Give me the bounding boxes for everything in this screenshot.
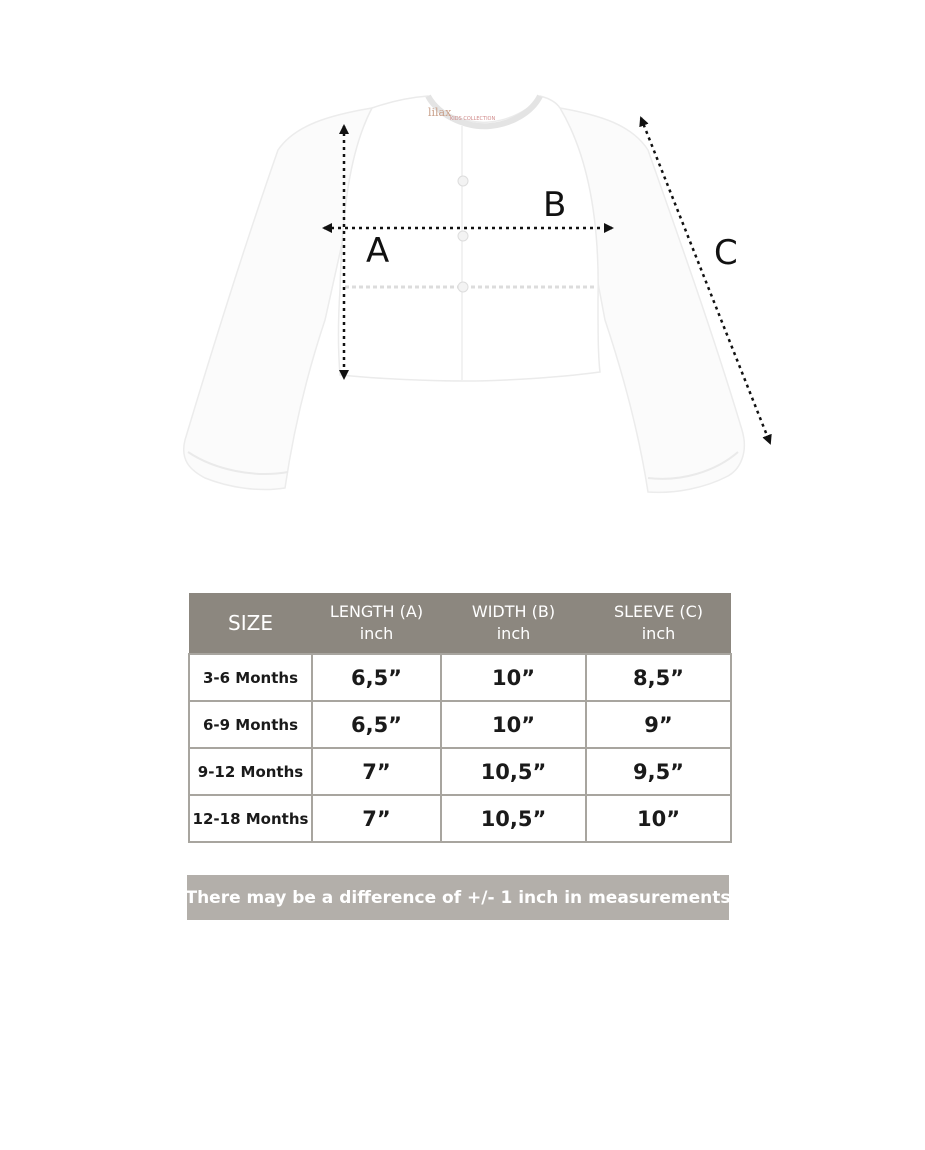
width-cell: 10,5”: [441, 748, 586, 795]
cardigan-measurement-diagram: [0, 0, 925, 540]
length-cell: 6,5”: [312, 654, 441, 701]
sleeve-cell: 10”: [586, 795, 731, 842]
brand-logo-subtitle: KIDS COLLECTION: [450, 116, 496, 122]
label-a: A: [366, 231, 390, 271]
table-header-row: [189, 593, 731, 654]
table-row: [189, 701, 731, 748]
table-row: [189, 795, 731, 842]
header-sleeve: SLEEVE (C) inch: [586, 593, 731, 654]
header-size: SIZE: [189, 593, 312, 654]
width-cell: 10”: [441, 654, 586, 701]
size-cell: 3-6 Months: [189, 654, 312, 701]
cardigan-garment: [184, 96, 745, 492]
measurement-note: There may be a difference of +/- 1 inch in measurements: [187, 875, 729, 920]
width-cell: 10”: [441, 701, 586, 748]
table-row: [189, 748, 731, 795]
brand-logo: lilax: [428, 106, 452, 119]
button-3: [458, 282, 468, 292]
size-chart-table: [188, 593, 732, 843]
length-cell: 6,5”: [312, 701, 441, 748]
button-1: [458, 176, 468, 186]
sleeve-cell: 8,5”: [586, 654, 731, 701]
size-cell: 9-12 Months: [189, 748, 312, 795]
sleeve-cell: 9”: [586, 701, 731, 748]
size-cell: 12-18 Months: [189, 795, 312, 842]
length-cell: 7”: [312, 748, 441, 795]
button-2: [458, 231, 468, 241]
table-row: [189, 654, 731, 701]
header-width: WIDTH (B) inch: [441, 593, 586, 654]
label-c: C: [714, 233, 738, 273]
label-b: B: [543, 185, 567, 225]
header-length: LENGTH (A) inch: [312, 593, 441, 654]
length-cell: 7”: [312, 795, 441, 842]
size-cell: 6-9 Months: [189, 701, 312, 748]
width-cell: 10,5”: [441, 795, 586, 842]
sleeve-cell: 9,5”: [586, 748, 731, 795]
